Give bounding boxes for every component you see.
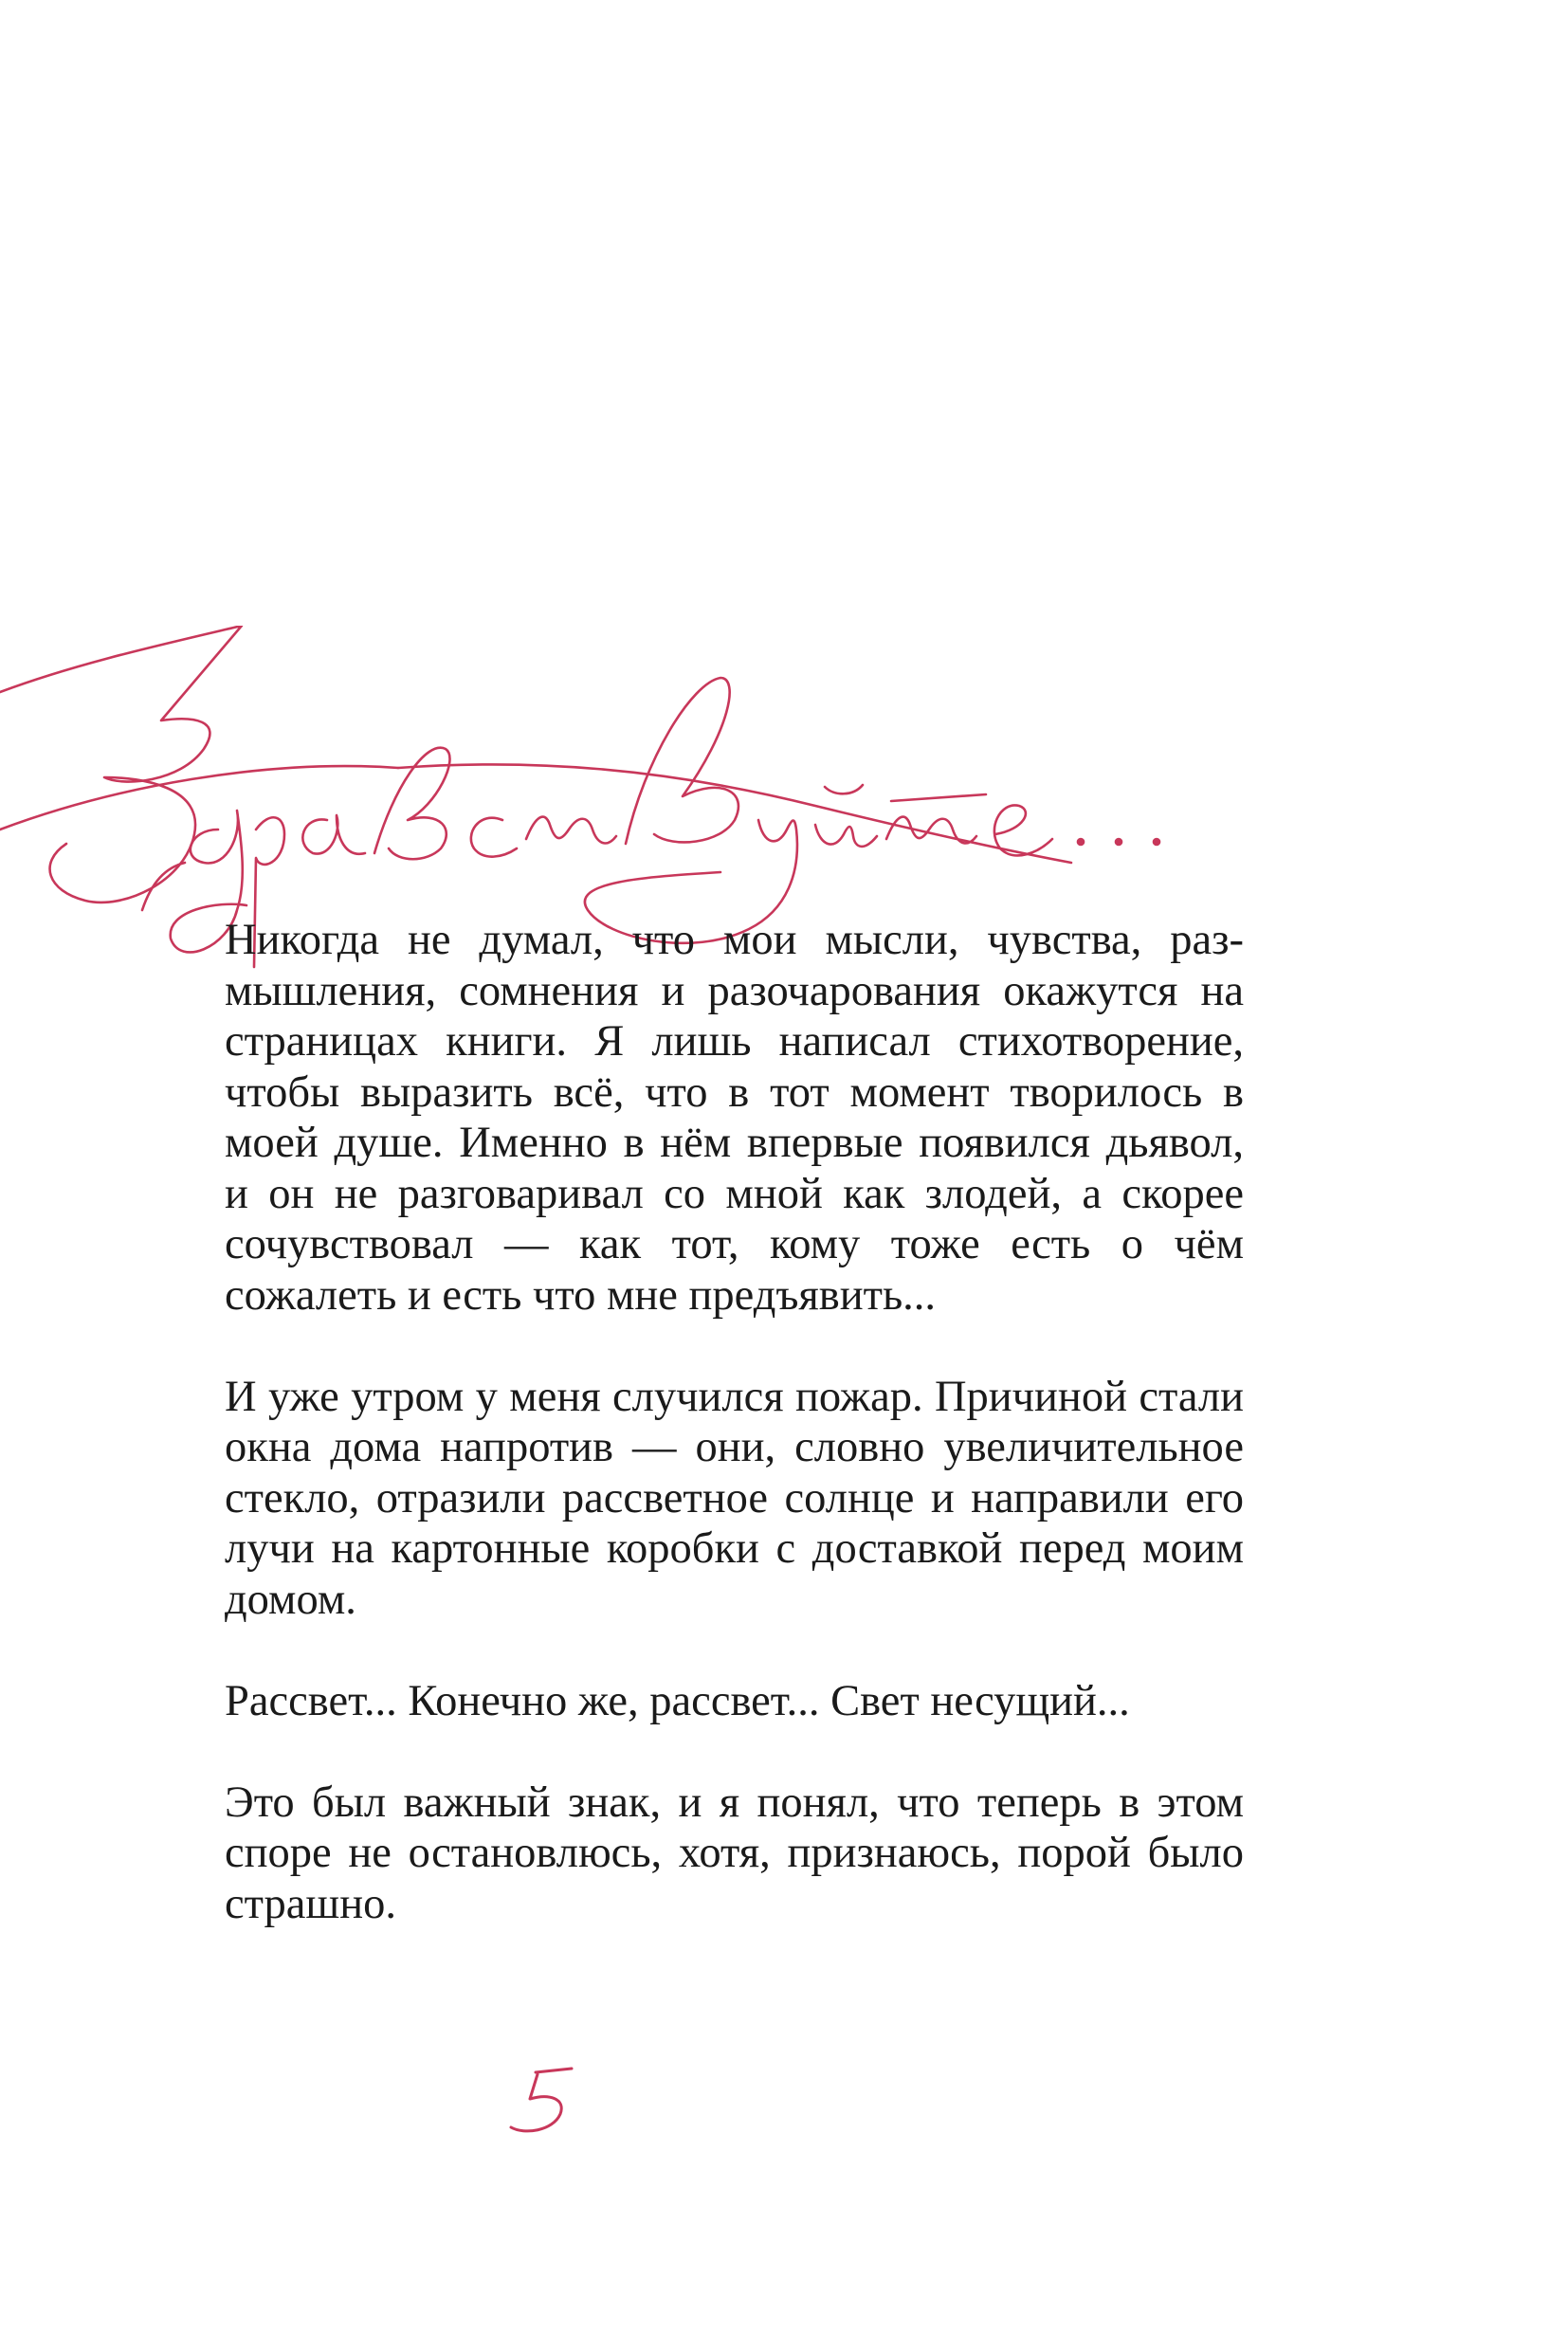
body-text <box>225 915 1244 1929</box>
paragraph-4: Это был важный знак, и я понял, что теперь в этом споре не остановлюсь, хотя, признаюсь, порой было страшно. <box>225 1778 1244 1928</box>
page-number <box>498 2065 583 2141</box>
paragraph-2: И уже утром у меня случился пожар. Причиной стали окна дома напротив — они, словно увеличительное стекло, отразили рассветное солнце и направили его лучи на картонные коробки с доставкой перед моим домом. <box>225 1372 1244 1624</box>
paragraph-3: Рассвет... Конечно же, рассвет... Свет несущий... <box>225 1676 1130 1725</box>
page-number-glyph <box>498 2065 583 2141</box>
paragraph-1: Никогда не думал, что мои мысли, чувства, размышления, сомнения и разочарования окажутся на страницах книги. Я лишь написал стихотворение, чтобы выразить всё, что в тот момент творилось в моей душе. Именно в нём впервые появился дьявол, и он не разговаривал со мной как злодей, а скорее сочувствовал — как тот, кому тоже есть о чём сожалеть и есть что мне предъявить... <box>225 916 1244 1320</box>
